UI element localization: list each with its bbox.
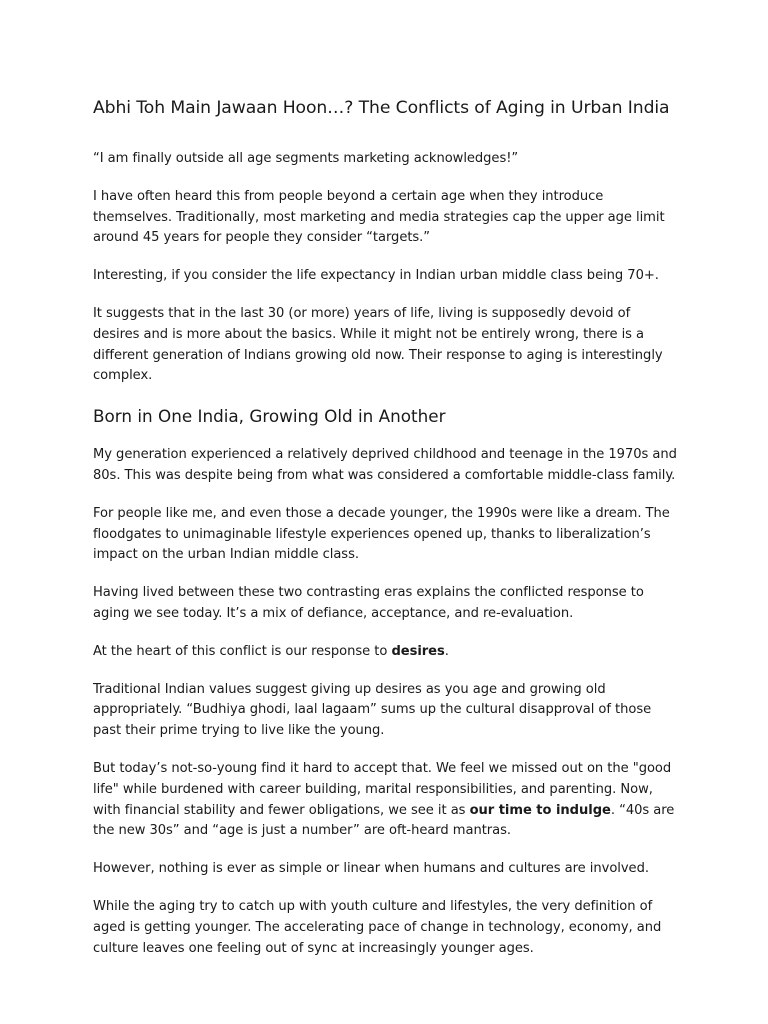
- paragraph-7-text: At the heart of this conflict is our response to: [93, 643, 392, 659]
- paragraph-9-end: . “40s are the new 30s” and “age is just a number” are oft-heard mantras.: [93, 802, 675, 839]
- paragraph-2: Interesting, if you consider the life expectancy in Indian urban middle class being 70+.: [93, 268, 659, 284]
- paragraph-6: Having lived between these two contrasting eras explains the conflicted response to aging we see today. It’s a mix of defiance, acceptance, and re-evaluation.: [93, 585, 644, 621]
- paragraph-10: However, nothing is ever as simple or linear when humans and cultures are involved.: [93, 861, 649, 877]
- paragraph-1: I have often heard this from people beyond a certain age when they introduce themselves. Traditionally, most marketing and media strategies cap the upper age limit around 45 years for people they consider “targets.”: [93, 188, 665, 246]
- paragraph-4: My generation experienced a relatively deprived childhood and teenage in the 1970s and 80s. This was despite being from what was considered a comfortable middle-class family.: [93, 447, 677, 483]
- paragraph-3: It suggests that in the last 30 (or more) years of life, living is supposedly devoid of desires and is more about the basics. While it might not be entirely wrong, there is a different generation of Indians growing old now. Their response to aging is interestingly complex.: [93, 305, 663, 384]
- opening-quote: “I am finally outside all age segments marketing acknowledges!”: [93, 151, 519, 166]
- article-title: Abhi Toh Main Jawaan Hoon…? The Conflicts of Aging in Urban India: [93, 98, 670, 118]
- paragraph-9-text: But today’s not-so-young find it hard to accept that. We feel we missed out on the "good life" while burdened with career building, marital responsibilities, and parenting. Now, with financial stability and fewer obligations, we see it as: [93, 760, 672, 818]
- paragraph-11: While the aging try to catch up with youth culture and lifestyles, the very definition of aged is getting younger. The accelerating pace of change in technology, economy, and culture leaves one feeling out of sync at increasingly younger ages.: [93, 898, 662, 956]
- emphasis-our-time-to-indulge: our time to indulge: [469, 802, 611, 818]
- paragraph-7: [93, 642, 678, 663]
- paragraph-7-end: .: [444, 643, 449, 659]
- emphasis-desires: desires: [391, 643, 445, 659]
- paragraph-8: Traditional Indian values suggest giving up desires as you age and growing old appropriately. “Budhiya ghodi, laal lagaam” sums up the cultural disapproval of those past their prime trying to live like the young.: [93, 681, 652, 739]
- paragraph-5: For people like me, and even those a decade younger, the 1990s were like a dream. The floodgates to unimaginable lifestyle experiences opened up, thanks to liberalization’s impact on the urban Indian middle class.: [93, 505, 670, 563]
- section-heading: Born in One India, Growing Old in Another: [93, 406, 446, 427]
- paragraph-9: [93, 759, 678, 842]
